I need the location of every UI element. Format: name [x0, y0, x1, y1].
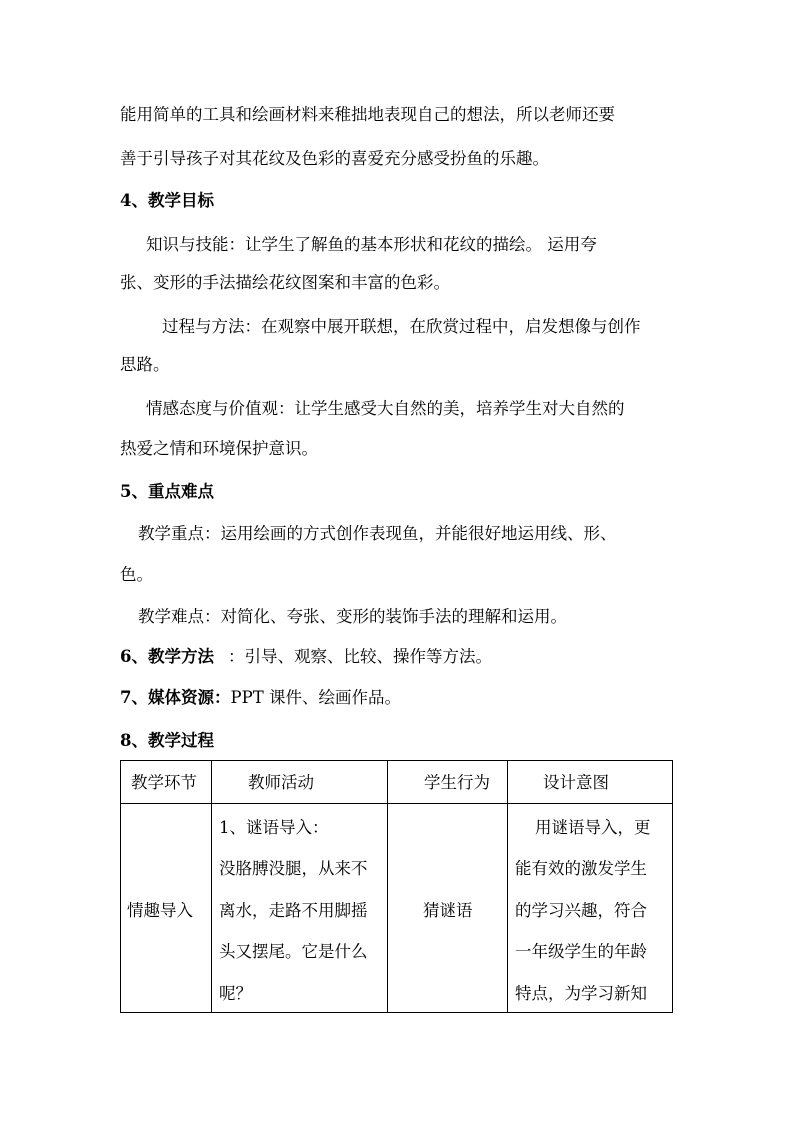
teacher-activity-line: 没胳膊没腿，从来不: [219, 859, 368, 878]
header-design-intent: 设计意图: [543, 773, 609, 792]
intro-line-1: 能用简单的工具和绘画材料来稚拙地表现自己的想法，所以老师还要: [120, 105, 615, 124]
header-student-behavior: 学生行为: [424, 773, 490, 792]
key-point-line-1: 教学重点：运用绘画的方式创作表现鱼，并能很好地运用线、形、: [138, 524, 617, 543]
table-divider: [387, 761, 388, 1012]
teaching-methods-text: ：引导、观察、比较、操作等方法。: [227, 647, 492, 666]
key-point-line-2: 色。: [120, 565, 153, 584]
table-divider: [121, 803, 672, 804]
goal-attitude-line-2: 热爱之情和环境保护意识。: [120, 439, 318, 458]
header-stage: 教学环节: [131, 773, 197, 792]
teacher-activity-line: 1、谜语导入：: [219, 818, 329, 837]
teaching-methods-label: 6、教学方法: [120, 647, 214, 666]
teacher-activity-line: 头又摆尾。它是什么: [219, 942, 368, 961]
intro-line-2: 善于引导孩子对其花纹及色彩的喜爱充分感受扮鱼的乐趣。: [120, 149, 549, 168]
design-intent-line: 能有效的激发学生: [515, 859, 647, 878]
heading-teaching-process: 8、教学过程: [120, 731, 214, 750]
table-divider: [507, 761, 508, 1012]
design-intent-line: 特点，为学习新知: [515, 984, 647, 1003]
teacher-activity-line: 离水，走路不用脚摇: [219, 901, 368, 920]
teacher-activity-line: 呢？: [219, 984, 252, 1003]
row-stage: 情趣导入: [127, 901, 193, 920]
header-teacher-activity: 教师活动: [248, 773, 314, 792]
goal-knowledge-line-2: 张、变形的手法描绘花纹图案和丰富的色彩。: [120, 273, 450, 292]
media-resources-label: 7、媒体资源：: [120, 688, 231, 707]
design-intent-line: 用谜语导入，更: [535, 818, 651, 837]
heading-teaching-goals: 4、教学目标: [120, 191, 214, 210]
design-intent-line: 一年级学生的年龄: [515, 942, 647, 961]
goal-process-line-1: 过程与方法：在观察中展开联想，在欣赏过程中，启发想像与创作: [162, 317, 641, 336]
goal-attitude-line-1: 情感态度与价值观：让学生感受大自然的美，培养学生对大自然的: [146, 399, 625, 418]
difficult-point: 教学难点：对简化、夸张、变形的装饰手法的理解和运用。: [138, 607, 567, 626]
goal-knowledge-line-1: 知识与技能：让学生了解鱼的基本形状和花纹的描绘。 运用夸: [146, 235, 597, 254]
heading-key-points: 5、重点难点: [120, 482, 214, 501]
teaching-methods-line: [120, 646, 680, 668]
media-resources-line: [120, 687, 680, 709]
teaching-process-table: [120, 760, 673, 1013]
goal-process-line-2: 思路。: [120, 355, 170, 374]
row-student-behavior: 猜谜语: [423, 901, 473, 920]
table-divider: [211, 761, 212, 1012]
design-intent-line: 的学习兴趣，符合: [515, 901, 647, 920]
media-resources-text: PPT 课件、绘画作品。: [230, 688, 401, 707]
